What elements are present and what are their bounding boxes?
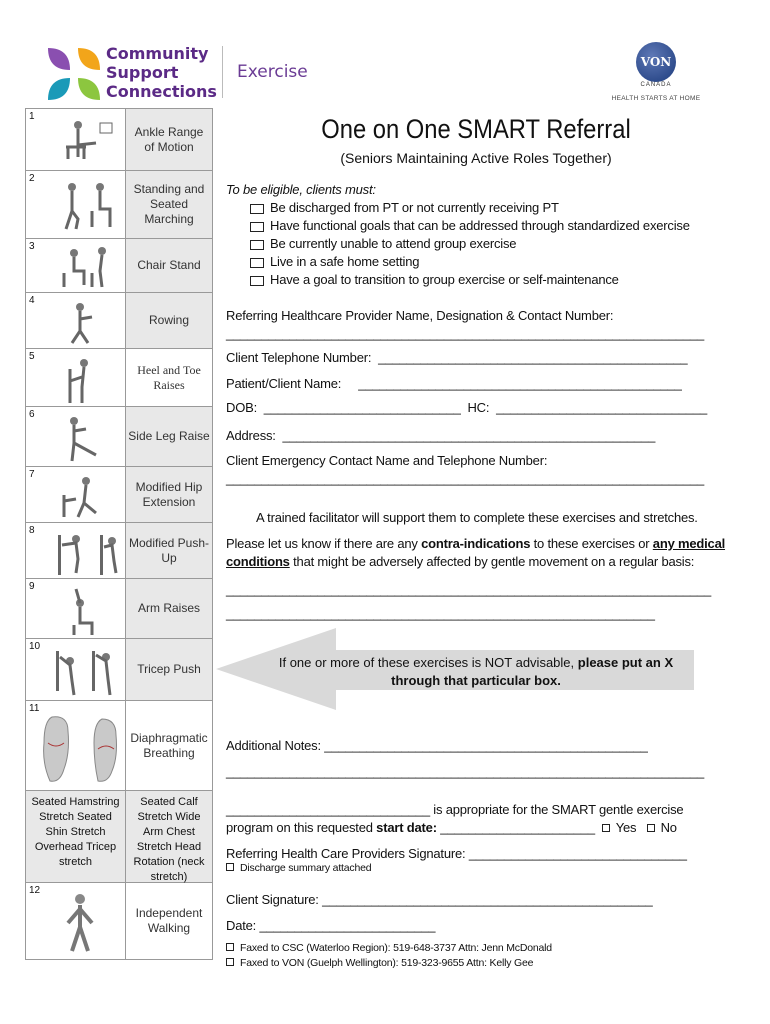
exercise-row[interactable] xyxy=(26,293,212,349)
exercise-name: Tricep Push xyxy=(126,639,212,700)
fax-von-checkbox[interactable] xyxy=(226,958,234,966)
exercise-number: 12 xyxy=(29,885,41,896)
von-tagline: HEALTH STARTS AT HOME xyxy=(611,95,701,102)
notes-row[interactable]: Additional Notes: ______________________________________________ xyxy=(226,738,648,753)
exercise-number: 5 xyxy=(29,351,35,362)
date-row[interactable]: Date: _________________________ xyxy=(226,918,436,933)
exercise-row[interactable] xyxy=(26,349,212,407)
exercise-row[interactable] xyxy=(26,579,212,639)
fax-csc-row[interactable]: Faxed to CSC (Waterloo Region): 519-648-3737 Attn: Jenn McDonald xyxy=(226,942,552,954)
criteria-item[interactable]: Be currently unable to attend group exercise xyxy=(250,236,516,251)
fax-von-row[interactable]: Faxed to VON (Guelph Wellington): 519-323-9655 Attn: Kelly Gee xyxy=(226,957,533,969)
exercise-figure-icon xyxy=(60,415,110,463)
client-phone-row[interactable]: Client Telephone Number: ____________________________________________ xyxy=(226,350,688,365)
criteria-item[interactable]: Have functional goals that can be addressed through standardized exercise xyxy=(250,218,690,233)
provider-label: Referring Healthcare Provider Name, Designation & Contact Number: xyxy=(226,308,614,323)
contra-field-1[interactable]: _____________________________________________________________________ xyxy=(226,582,712,597)
stretches-row[interactable] xyxy=(26,791,212,883)
address-row[interactable]: Address: _____________________________________________________ xyxy=(226,428,656,443)
exercise-row[interactable] xyxy=(26,523,212,579)
exercise-number: 8 xyxy=(29,525,35,536)
exercise-table xyxy=(25,108,213,960)
facilitator-text: A trained facilitator will support them to complete these exercises and stretches. xyxy=(256,510,698,525)
contra-line-2: conditions that might be adversely affected by gentle movement on a regular basis: xyxy=(226,554,695,569)
exercise-row[interactable] xyxy=(26,239,212,293)
exercise-row[interactable] xyxy=(26,171,212,239)
checkbox[interactable] xyxy=(250,222,264,232)
header-divider xyxy=(222,46,223,98)
checkbox[interactable] xyxy=(250,276,264,286)
exercise-number: 9 xyxy=(29,581,35,592)
eligibility-heading: To be eligible, clients must: xyxy=(226,182,376,197)
emergency-field[interactable]: ____________________________________________________________________ xyxy=(226,471,705,486)
provider-signature-row[interactable]: Referring Health Care Providers Signature: _______________________________ xyxy=(226,846,687,861)
client-signature-row[interactable]: Client Signature: _______________________________________________ xyxy=(226,892,653,907)
exercise-figure-icon xyxy=(62,301,102,345)
no-checkbox[interactable] xyxy=(647,824,655,832)
exercise-row[interactable] xyxy=(26,407,212,467)
exercise-row[interactable] xyxy=(26,109,212,171)
form-subtitle: (Seniors Maintaining Active Roles Together) xyxy=(340,150,612,166)
exercise-row[interactable] xyxy=(26,701,212,791)
yes-checkbox[interactable] xyxy=(602,824,610,832)
exercise-name: Independent Walking xyxy=(126,883,212,959)
criteria-item[interactable]: Have a goal to transition to group exercise or self-maintenance xyxy=(250,272,619,287)
fax-csc-checkbox[interactable] xyxy=(226,943,234,951)
exercise-number: 11 xyxy=(29,703,40,714)
exercise-figure-icon xyxy=(56,117,116,161)
arrow-instruction: If one or more of these exercises is NOT advisable, please put an X through that particular box. xyxy=(278,655,674,688)
exercise-figure-icon xyxy=(56,181,116,231)
emergency-label: Client Emergency Contact Name and Telephone Number: xyxy=(226,453,548,468)
exercise-name: Modified Hip Extension xyxy=(126,467,212,522)
exercise-number: 1 xyxy=(29,111,35,122)
contra-field-2[interactable]: _____________________________________________________________ xyxy=(226,606,655,621)
exercise-figure-icon xyxy=(62,357,102,405)
stretch-list-left: Seated Hamstring Stretch Seated Shin Stretch Overhead Tricep stretch xyxy=(26,791,126,882)
exercise-name: Arm Raises xyxy=(126,579,212,638)
brand-name: Community Support Connections xyxy=(106,44,217,101)
exercise-name: Side Leg Raise xyxy=(126,407,212,466)
exercise-name: Ankle Range of Motion xyxy=(126,109,212,170)
client-name-row[interactable]: Patient/Client Name: ______________________________________________ xyxy=(226,376,682,391)
von-logo: VON xyxy=(636,42,676,82)
dob-hc-row[interactable]: DOB: ____________________________ HC: ______________________________ xyxy=(226,400,708,415)
discharge-checkbox[interactable] xyxy=(226,863,234,871)
exercise-name: Heel and Toe Raises xyxy=(126,349,212,406)
walking-figure-icon xyxy=(56,893,106,953)
criteria-item[interactable]: Be discharged from PT or not currently receiving PT xyxy=(250,200,559,215)
exercise-row[interactable] xyxy=(26,639,212,701)
checkbox[interactable] xyxy=(250,240,264,250)
exercise-figure-icon xyxy=(64,587,104,637)
exercise-number: 4 xyxy=(29,295,35,306)
form-title: One on One SMART Referral xyxy=(321,114,631,144)
provider-field[interactable]: ____________________________________________________________________ xyxy=(226,326,705,341)
exercise-row[interactable] xyxy=(26,883,212,959)
checkbox[interactable] xyxy=(250,258,264,268)
stretch-list-right: Seated Calf Stretch Wide Arm Chest Stretch Head Rotation (neck stretch) xyxy=(126,791,212,882)
exercise-number: 7 xyxy=(29,469,35,480)
exercise-figure-icon xyxy=(52,647,122,697)
criteria-item[interactable]: Live in a safe home setting xyxy=(250,254,419,269)
exercise-figure-icon xyxy=(54,531,124,575)
exercise-number: 2 xyxy=(29,173,35,184)
community-support-connections-logo xyxy=(44,44,104,104)
discharge-row[interactable]: Discharge summary attached xyxy=(226,862,371,874)
contra-line-1: Please let us know if there are any contra-indications to these exercises or any medical xyxy=(226,536,726,551)
exercise-number: 3 xyxy=(29,241,35,252)
notes-field-2[interactable]: ____________________________________________________________________ xyxy=(226,764,705,779)
breathing-figure-icon xyxy=(32,713,122,785)
appropriate-row[interactable]: _____________________________ is appropriate for the SMART gentle exercise xyxy=(226,802,684,817)
exercise-figure-icon xyxy=(58,475,108,519)
start-date-row[interactable]: program on this requested start date: ______________________ Yes No xyxy=(226,820,677,835)
exercise-name: Standing and Seated Marching xyxy=(126,171,212,238)
exercise-name: Modified Push-Up xyxy=(126,523,212,578)
exercise-name: Chair Stand xyxy=(126,239,212,292)
exercise-name: Rowing xyxy=(126,293,212,348)
section-label: Exercise xyxy=(237,62,308,82)
exercise-number: 6 xyxy=(29,409,35,420)
exercise-figure-icon xyxy=(56,245,116,289)
exercise-name: Diaphragmatic Breathing xyxy=(126,701,212,790)
checkbox[interactable] xyxy=(250,204,264,214)
exercise-row[interactable] xyxy=(26,467,212,523)
exercise-number: 10 xyxy=(29,641,41,652)
von-country: CANADA xyxy=(640,82,672,88)
